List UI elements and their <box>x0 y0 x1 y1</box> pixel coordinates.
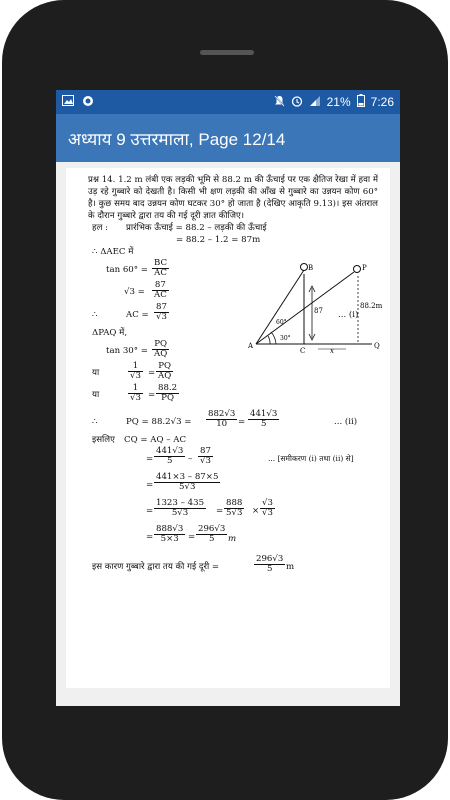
step1-fraction-b: $\frac{87}{√3}$ <box>200 446 211 466</box>
signal-icon <box>309 95 321 110</box>
step2-fraction: $\frac{441\times 3 - 87\times 5}{5√3}$ <box>156 472 219 492</box>
initial-height-value: = 88.2 – 1.2 = 87m <box>176 235 261 245</box>
page-title: अध्याय 9 उत्तरमाला, Page 12/14 <box>68 130 286 149</box>
label-87: 87 <box>314 307 323 315</box>
question-text: प्रश्न 14. 1.2 m लंबी एक लड़की भूमि से 88.2 m की ऊँचाई पर एक क्षैतिज रेखा में हवा में उड़ रहे गुब्बारे को देखती है। किसी भी क्षण लड़की की आँख से गुब्बारे का उन्नयन कोण 60° है। कुछ समय बाद उन्नयन कोण घटकर 30° हो जाता है (देखिए आकृति 9.13)। इस अंतराल के दौरान गुब्बारे द्वारा तय की गई दूरी ज्ञात कीजिए। <box>88 175 378 221</box>
app-toolbar <box>56 114 400 162</box>
sqrt3-fraction: $\frac{87}{AC}$ <box>154 280 167 300</box>
conclusion-text: इस कारण गुब्बारे द्वारा तय की गई दूरी = <box>92 562 220 572</box>
pq-therefore: ∴ <box>92 417 98 427</box>
ya-2: या <box>92 390 100 400</box>
balloon-b-icon <box>301 264 308 271</box>
step4-unit: m <box>228 534 237 544</box>
initial-height-line: प्रारंभिक ऊँचाई = 88.2 – लड़की की ऊँचाई <box>126 223 267 233</box>
label-88-2m: 88.2m <box>360 302 383 310</box>
tan60-fraction: $\frac{BC}{AC}$ <box>154 258 168 278</box>
pq-fraction-1: $\frac{882√3}{10}$ <box>208 409 236 429</box>
alarm-icon <box>291 95 303 110</box>
app-circle-icon <box>82 95 94 110</box>
label-a: A <box>248 342 254 350</box>
battery-percent: 21% <box>326 95 351 109</box>
ya1-right-fraction: $\frac{PQ}{AQ}$ <box>158 361 172 381</box>
label-angle30: 30° <box>280 335 291 342</box>
label-b: B <box>308 264 314 272</box>
battery-icon <box>357 94 365 110</box>
label-angle60: 60° <box>276 319 287 326</box>
ac-therefore: ∴ <box>92 310 98 320</box>
conclusion-unit: m <box>286 562 295 572</box>
label-q: Q <box>374 342 380 350</box>
tan60-lhs: tan 60° = <box>106 265 149 275</box>
label-x: x <box>330 347 334 355</box>
label-c: C <box>300 347 306 355</box>
tan30-lhs: tan 30° = <box>106 346 149 356</box>
conclusion-fraction: $\frac{296√3}{5}$ <box>256 554 284 574</box>
step1-fraction-a: $\frac{441√3}{5}$ <box>156 446 184 466</box>
solution-label: हल : <box>92 223 109 233</box>
status-bar <box>56 90 400 114</box>
step4-fraction-b: $\frac{296√3}{5}$ <box>198 524 226 544</box>
phone-frame <box>2 0 448 800</box>
document-page <box>66 168 390 688</box>
eq-i-tag: ... (i) <box>338 310 359 320</box>
ya-1: या <box>92 368 100 378</box>
clock-time: 7:26 <box>370 95 394 109</box>
ya1-left-fraction: $\frac{1}{√3}$ <box>130 361 141 381</box>
step3-fraction: $\frac{1323 - 435}{5√3}$ <box>156 498 205 518</box>
sqrt3-lhs: √3 = <box>124 287 145 297</box>
mute-icon <box>274 95 285 110</box>
triangle-paq-heading: ΔPAQ में, <box>92 328 128 338</box>
step3-fraction-b: $\frac{888}{5√3}$ <box>226 498 243 518</box>
balloon-figure <box>246 258 396 358</box>
phone-speaker <box>200 50 254 55</box>
ya2-right-fraction: $\frac{88.2}{PQ}$ <box>158 383 178 403</box>
triangle-aec-heading: ∴ ΔAEC में <box>92 247 134 257</box>
label-p: P <box>362 264 367 272</box>
app-screen <box>56 90 400 706</box>
cq-line: CQ = AQ – AC <box>124 435 187 445</box>
ac-lhs: AC = <box>126 310 149 320</box>
step3-fraction-c: $\frac{√3}{√3}$ <box>262 498 273 518</box>
balloon-p-icon <box>354 266 361 273</box>
pq-equals: = <box>238 417 246 427</box>
islie-label: इसलिए <box>92 435 115 445</box>
pq-fraction-2: $\frac{441√3}{5}$ <box>250 409 278 429</box>
page-viewer[interactable] <box>56 162 400 706</box>
ac-fraction: $\frac{87}{√3}$ <box>156 302 167 322</box>
line-ab <box>256 270 304 344</box>
step1-note: ... [समीकरण (i) तथा (ii) से] <box>268 454 354 463</box>
step4-fraction: $\frac{888√3}{5\times 3}$ <box>156 524 184 544</box>
image-icon <box>62 95 74 110</box>
document-text: प्रश्न 14. 1.2 m लंबी एक लड़की भूमि से 88.2 m की ऊँचाई पर एक क्षैतिज रेखा में हवा में उड़ रहे गुब्बारे को देखती है। किसी भी क्षण लड़की की आँख से गुब्बारे का उन्नयन कोण 60° है। कुछ समय बाद उन्नयन कोण घटकर 30° हो जाता है (देखिए आकृति 9.13)। इस अंतराल के दौरान गुब्बारे द्वारा तय की गई दूरी ज्ञात कीजिए। हल : प्रारंभिक ऊँचाई = 88.2 – लड़की की ऊँचाई = 88.2 – 1.2 = 87m ∴ ΔAEC में tan 60° = $\frac{BC}{AC}$ √3 = $\frac{87}{AC}$ ∴ AC = $\frac{87}{√3}$ ... (i) ΔPAQ में, tan 30° = $\frac{PQ}{AQ}$ या $\frac{1}{√3}$ = $\frac{PQ}{AQ}$ या $\frac{1}{√3}$ = $\frac{88.2}{PQ}$ ∴ PQ = 88.2√3 = $\frac{882√3}{10}$ = $\frac{441√3}{5}$ ... (ii) इसलिए CQ = AQ – AC = $\frac{441√3}{5}$ – $\frac{87}{√3}$ ... [समीकरण (i) तथा (ii) से] = $\frac{441\times 3 - 87\times 5}{5√3}$ = $\frac{1323 - 435}{5√3}$ = $\frac{888}{5√3}$ × $\frac{√3}{√3}$ = $\frac{888√3}{5\times 3}$ = $\frac{296√3}{5}$ m इस कारण गुब्बारे द्वारा तय की गई दूरी = $\frac{296√3}{5}$ m <box>88 175 378 574</box>
tan30-fraction: $\frac{PQ}{AQ}$ <box>154 339 168 359</box>
line-ap <box>256 272 354 344</box>
eq-ii-tag: ... (ii) <box>334 417 358 427</box>
pq-expr: PQ = 88.2√3 = <box>126 417 192 427</box>
ya2-left-fraction: $\frac{1}{√3}$ <box>130 383 141 403</box>
